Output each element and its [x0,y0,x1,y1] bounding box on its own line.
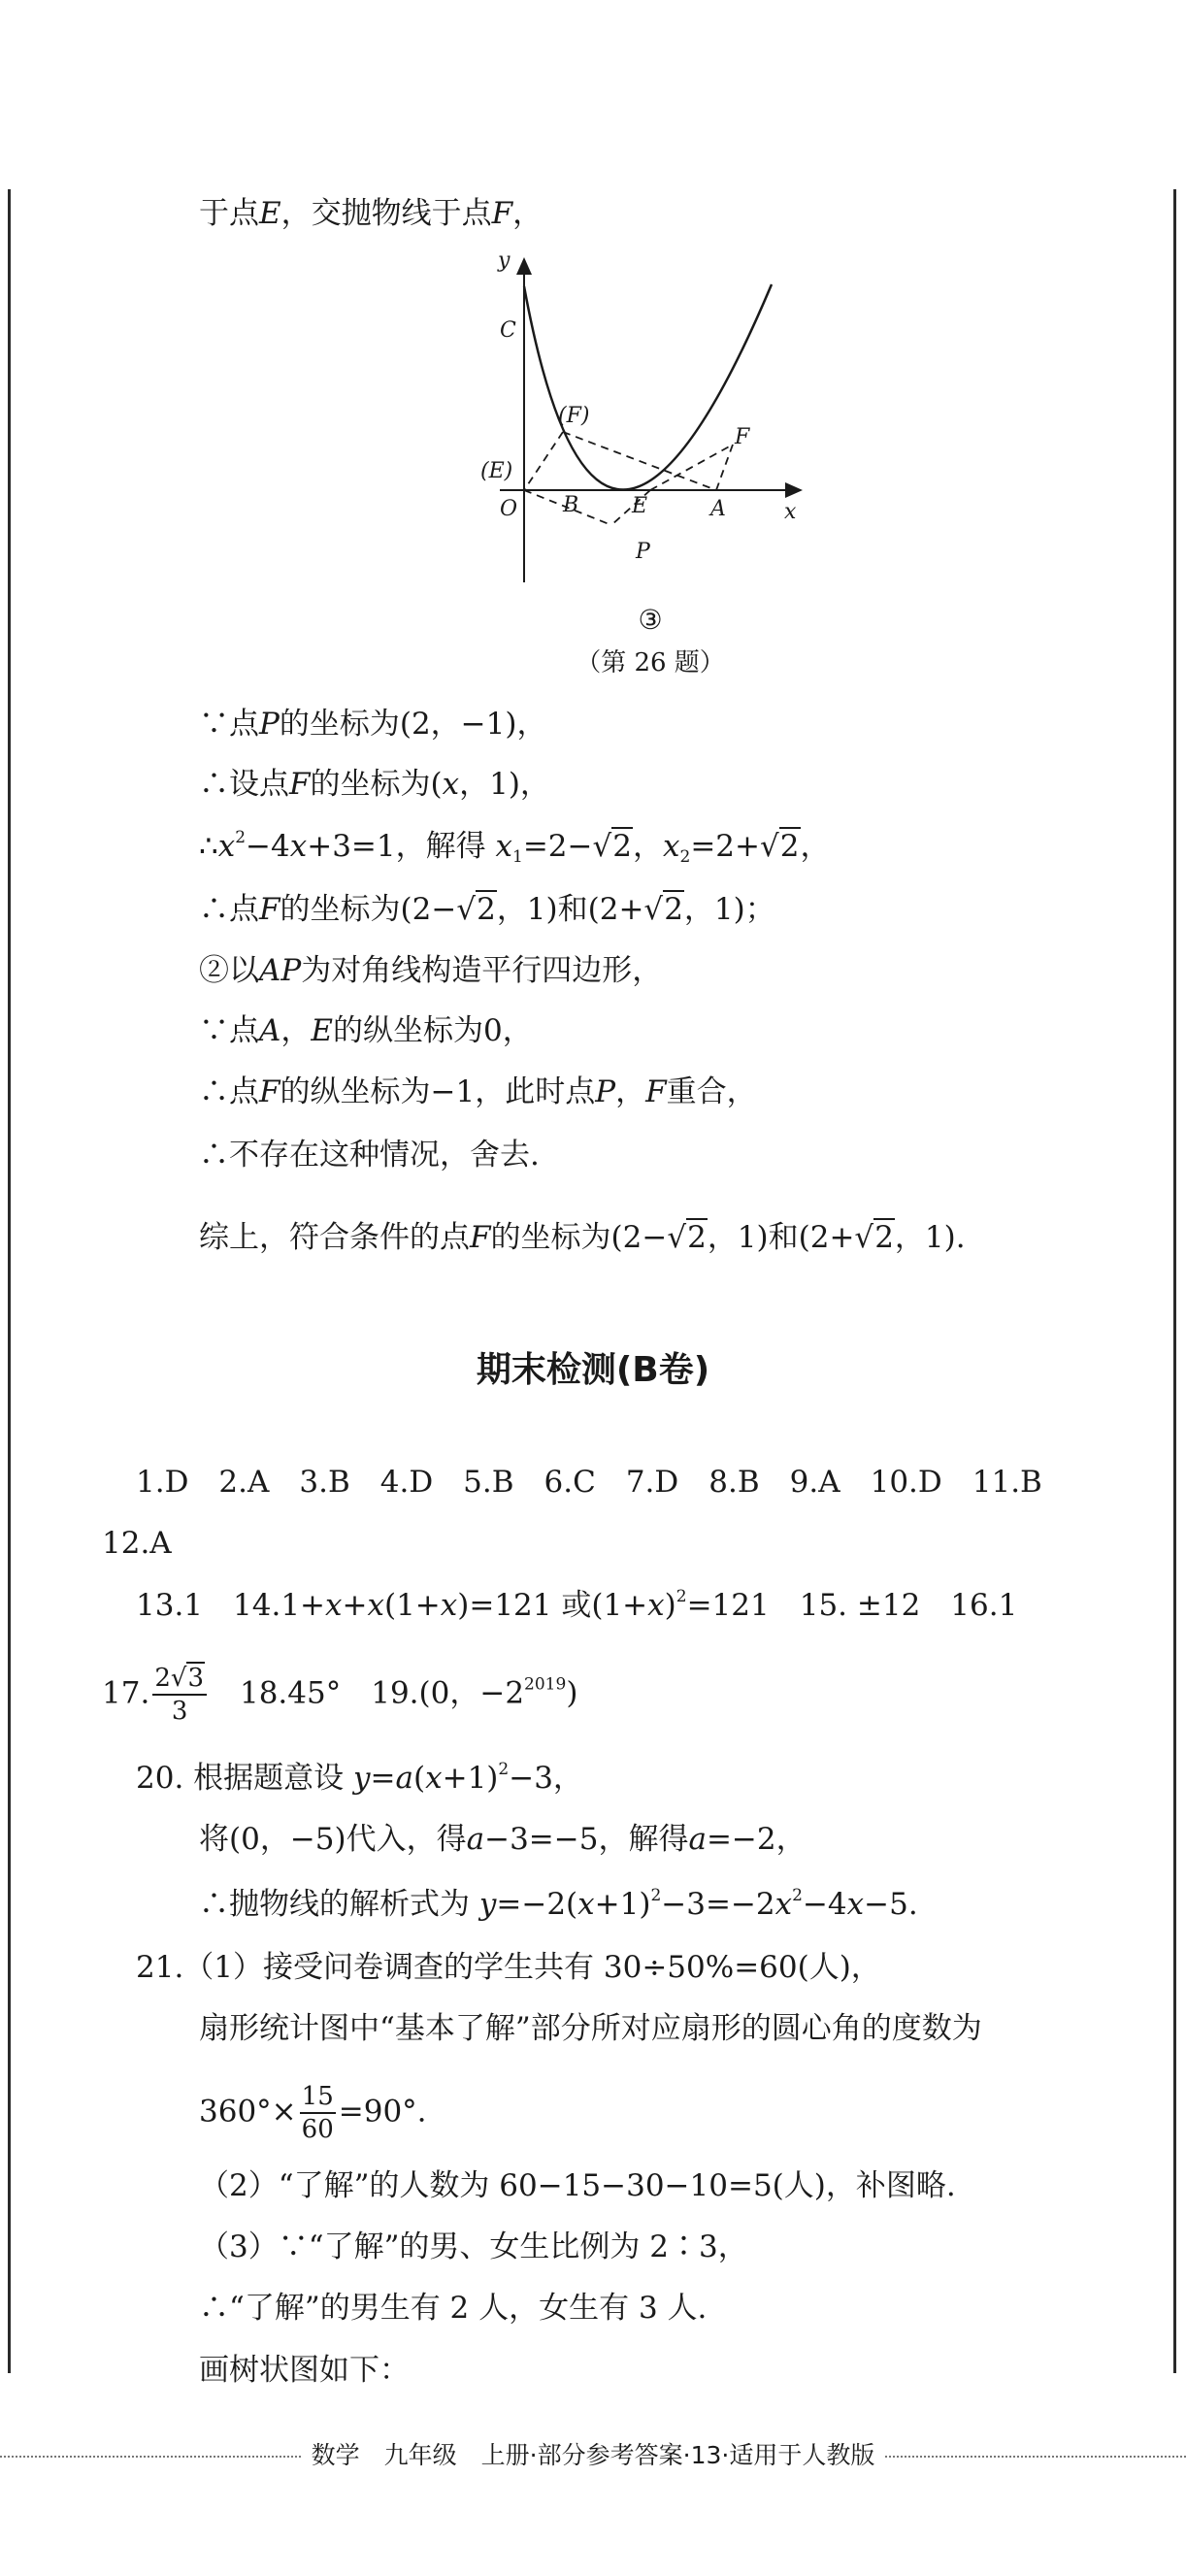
page-left-border [8,189,11,2373]
figure-marker: ③ [638,604,663,636]
page-footer [0,2436,1186,2475]
dashed-segment-f-a [716,445,733,490]
solution-line-3: $\therefore x^2-4x+3=1$，解得 $x_1=2-√2$，$x_2=2+√2$， [199,828,831,867]
label-c: C [500,318,516,343]
q21-line-1: 21.（1）接受问卷调查的学生共有 30÷50%=60(人)， [136,1950,881,1985]
solution-line-5: ②以AP为对角线构造平行四边形， [199,953,663,988]
intro-line: 于点E，交抛物线于点F， [199,196,544,231]
dashed-segment-fparen-a [563,432,716,490]
q20-line-2: 将(0，−5)代入，得a−3=−5，解得a=−2， [199,1822,807,1857]
answers-row-3: 13.1 14.1+x+x(1+x)=121 或$(1+x)^2=121$ 15. ±12 16.1 [136,1587,1018,1623]
label-a: A [710,497,726,521]
q20-line-1: 20. 根据题意设 $y=a(x+1)^2-3$， [136,1760,583,1796]
q21-line-2: 扇形统计图中“基本了解”部分所对应扇形的圆心角的度数为 [199,2011,982,2046]
q21-line-4: （2）“了解”的人数为 60−15−30−10=5(人)，补图略. [199,2168,956,2203]
footer-text: 数学 九年级 上册·部分参考答案·13·适用于人教版 [302,2441,885,2469]
solution-conclusion: 综上，符合条件的点F的坐标为(2−√2，1)和(2+√2，1). [199,1220,966,1255]
q21-line-6: ∴“了解”的男生有 2 人，女生有 3 人. [199,2291,708,2326]
figure-caption: （第 26 题） [576,648,725,677]
dashed-segment-fparen-eparen [524,432,563,490]
label-y: y [498,248,511,273]
label-e: E [632,494,648,518]
parabola-curve [524,284,772,490]
fraction-17: $\frac{2√3}{3}$ [152,1663,207,1727]
q21-line-3: 360°× $\frac{15}{60}$ =90°. [199,2082,427,2144]
solution-line-2: ∴设点F的坐标为(x，1)， [199,767,550,802]
solution-line-4: ∴点F的坐标为(2−√2，1)和(2+√2，1)； [199,892,775,927]
solution-line-1: ∵点P的坐标为(2，−1)， [199,707,547,742]
solution-line-6: ∵点A，E的纵坐标为0， [199,1013,533,1048]
label-o: O [500,497,518,521]
label-f-paren: (F) [558,404,590,428]
q20-line-3: ∴抛物线的解析式为 $y=-2(x+1)^2-3=-2x^2-4x-5$. [199,1886,918,1922]
label-b: B [563,493,579,517]
q21-line-7: 画树状图如下： [199,2353,410,2388]
answers-row-4: 17. $\frac{2√3}{3}$ 18.45° 19.(0，$-2^{2019}$) [102,1664,578,1726]
answers-row-1: 1.D 2.A 3.B 4.D 5.B 6.C 7.D 8.B 9.A 10.D 11.B [136,1465,1042,1500]
q21-line-5: （3）∵“了解”的男、女生比例为 2∶3， [199,2229,748,2264]
label-p: P [636,540,650,564]
parabola-figure [480,248,810,597]
answers-row-2: 12.A [102,1526,172,1561]
solution-line-8: ∴不存在这种情况，舍去. [199,1138,540,1172]
label-e-paren: (E) [480,459,513,483]
solution-line-7: ∴点F的纵坐标为−1，此时点P，F重合， [199,1074,757,1109]
fraction-15-60: $\frac{15}{60}$ [301,2082,334,2144]
dashed-segment-e-f [650,445,733,490]
label-f: F [735,425,750,449]
page-right-border [1173,189,1176,2373]
section-heading: 期末检测(B卷) [476,1350,710,1390]
label-x: x [784,500,797,524]
